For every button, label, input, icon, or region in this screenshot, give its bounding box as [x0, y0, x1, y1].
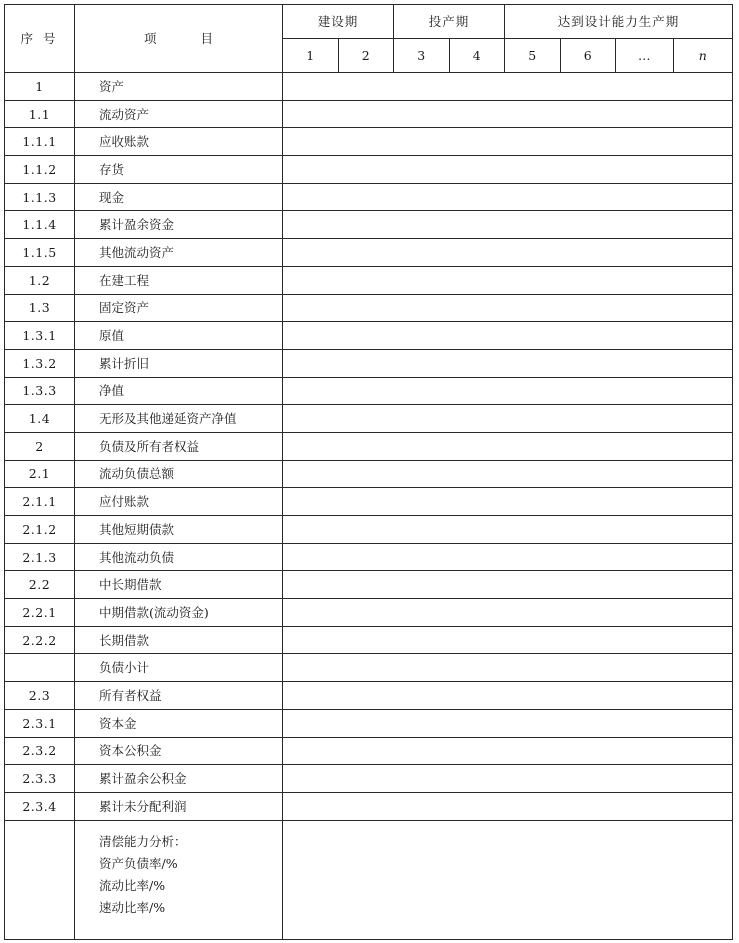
table-row — [5, 792, 733, 820]
table-row — [5, 654, 733, 682]
row-item: 其他流动负债 — [75, 543, 283, 571]
row-item: 无形及其他递延资产净值 — [75, 405, 283, 433]
table-row — [5, 128, 733, 156]
row-seq: 2.3.2 — [5, 737, 75, 765]
row-item: 所有者权益 — [75, 682, 283, 710]
row-seq: 1.3.3 — [5, 377, 75, 405]
header-period-5: 5 — [505, 39, 561, 73]
table-row — [5, 239, 733, 267]
row-seq: 1.1.2 — [5, 156, 75, 184]
row-item: 流动负债总额 — [75, 460, 283, 488]
row-values — [283, 322, 733, 350]
table-row — [5, 599, 733, 627]
row-values — [283, 709, 733, 737]
row-item: 其他流动资产 — [75, 239, 283, 267]
row-values — [283, 571, 733, 599]
solvency-ratio-label: 资产负债率/% — [99, 855, 178, 871]
row-seq: 2.3.3 — [5, 765, 75, 793]
row-seq: 1.1.1 — [5, 128, 75, 156]
table-row — [5, 156, 733, 184]
row-values — [283, 682, 733, 710]
row-item: 原值 — [75, 322, 283, 350]
table-row — [5, 543, 733, 571]
table-row — [5, 488, 733, 516]
table-row — [5, 682, 733, 710]
header-period-3: 3 — [394, 39, 450, 73]
row-item: 现金 — [75, 183, 283, 211]
row-item: 长期借款 — [75, 626, 283, 654]
row-seq: 2.2.2 — [5, 626, 75, 654]
table-row — [5, 211, 733, 239]
row-values — [283, 626, 733, 654]
solvency-ratio-label: 流动比率/% — [99, 877, 166, 893]
row-item: 累计盈余资金 — [75, 211, 283, 239]
row-item: 资本金 — [75, 709, 283, 737]
row-seq: 1.3.1 — [5, 322, 75, 350]
row-values — [283, 792, 733, 820]
row-seq: 2.3.1 — [5, 709, 75, 737]
table-row — [5, 765, 733, 793]
row-values — [283, 128, 733, 156]
table-row — [5, 626, 733, 654]
table-row — [5, 183, 733, 211]
row-seq: 1.3.2 — [5, 349, 75, 377]
table-row — [5, 405, 733, 433]
table-row — [5, 709, 733, 737]
row-seq: 1.1 — [5, 100, 75, 128]
row-item: 累计折旧 — [75, 349, 283, 377]
header-design-capacity-period: 达到设计能力生产期 — [505, 5, 733, 39]
row-item: 其他短期债款 — [75, 516, 283, 544]
row-values — [283, 599, 733, 627]
row-values — [283, 516, 733, 544]
row-seq: 2.2.1 — [5, 599, 75, 627]
row-item: 资产 — [75, 73, 283, 101]
row-item: 应收账款 — [75, 128, 283, 156]
table-row — [5, 266, 733, 294]
header-construction-period: 建设期 — [283, 5, 394, 39]
solvency-analysis — [75, 820, 283, 939]
row-item: 中期借款(流动资金) — [75, 599, 283, 627]
header-period-8: n — [673, 39, 733, 73]
header-period-7: … — [616, 39, 674, 73]
row-item: 应付账款 — [75, 488, 283, 516]
row-values — [283, 765, 733, 793]
row-seq: 2.1 — [5, 460, 75, 488]
table-row — [5, 516, 733, 544]
row-values — [283, 294, 733, 322]
row-seq: 2.1.2 — [5, 516, 75, 544]
table-row — [5, 294, 733, 322]
row-seq: 2 — [5, 432, 75, 460]
row-item: 累计未分配利润 — [75, 792, 283, 820]
row-values — [283, 543, 733, 571]
row-values — [283, 100, 733, 128]
row-seq: 1.2 — [5, 266, 75, 294]
header-period-2: 2 — [338, 39, 394, 73]
row-item: 净值 — [75, 377, 283, 405]
row-values — [283, 239, 733, 267]
header-seq: 序 号 — [5, 5, 75, 73]
row-values — [283, 266, 733, 294]
row-item: 存货 — [75, 156, 283, 184]
header-period-4: 4 — [449, 39, 505, 73]
row-seq: 1.1.3 — [5, 183, 75, 211]
row-seq: 1.1.5 — [5, 239, 75, 267]
row-values — [283, 349, 733, 377]
row-seq: 1.4 — [5, 405, 75, 433]
row-values — [283, 737, 733, 765]
row-values — [283, 183, 733, 211]
header-period-6: 6 — [560, 39, 616, 73]
row-item: 流动资产 — [75, 100, 283, 128]
row-values — [283, 405, 733, 433]
balance-sheet-table — [4, 4, 733, 940]
header-period-1: 1 — [283, 39, 339, 73]
row-item: 负债小计 — [75, 654, 283, 682]
table-row — [5, 322, 733, 350]
row-values — [283, 156, 733, 184]
row-seq: 2.1.1 — [5, 488, 75, 516]
solvency-analysis-title: 清偿能力分析： — [99, 833, 187, 849]
table-row — [5, 349, 733, 377]
row-values — [283, 73, 733, 101]
row-seq: 2.3 — [5, 682, 75, 710]
row-seq: 1.3 — [5, 294, 75, 322]
analysis-row — [5, 820, 733, 939]
row-values — [283, 460, 733, 488]
row-seq: 2.1.3 — [5, 543, 75, 571]
table-row — [5, 73, 733, 101]
solvency-ratio-label: 速动比率/% — [99, 899, 166, 915]
table-row — [5, 432, 733, 460]
row-item: 负债及所有者权益 — [75, 432, 283, 460]
row-seq: 2.3.4 — [5, 792, 75, 820]
row-seq: 1.1.4 — [5, 211, 75, 239]
row-item: 固定资产 — [75, 294, 283, 322]
row-values — [283, 820, 733, 939]
table-row — [5, 460, 733, 488]
row-item: 在建工程 — [75, 266, 283, 294]
row-values — [283, 432, 733, 460]
row-seq: 2.2 — [5, 571, 75, 599]
row-seq — [5, 654, 75, 682]
row-values — [283, 377, 733, 405]
table-row — [5, 377, 733, 405]
row-item: 中长期借款 — [75, 571, 283, 599]
row-values — [283, 654, 733, 682]
table-row — [5, 737, 733, 765]
header-production-period: 投产期 — [394, 5, 505, 39]
row-item: 资本公积金 — [75, 737, 283, 765]
table-row — [5, 100, 733, 128]
row-seq: 1 — [5, 73, 75, 101]
row-values — [283, 211, 733, 239]
header-item: 项 目 — [75, 5, 283, 73]
table-row — [5, 571, 733, 599]
row-seq — [5, 820, 75, 939]
row-values — [283, 488, 733, 516]
row-item: 累计盈余公积金 — [75, 765, 283, 793]
